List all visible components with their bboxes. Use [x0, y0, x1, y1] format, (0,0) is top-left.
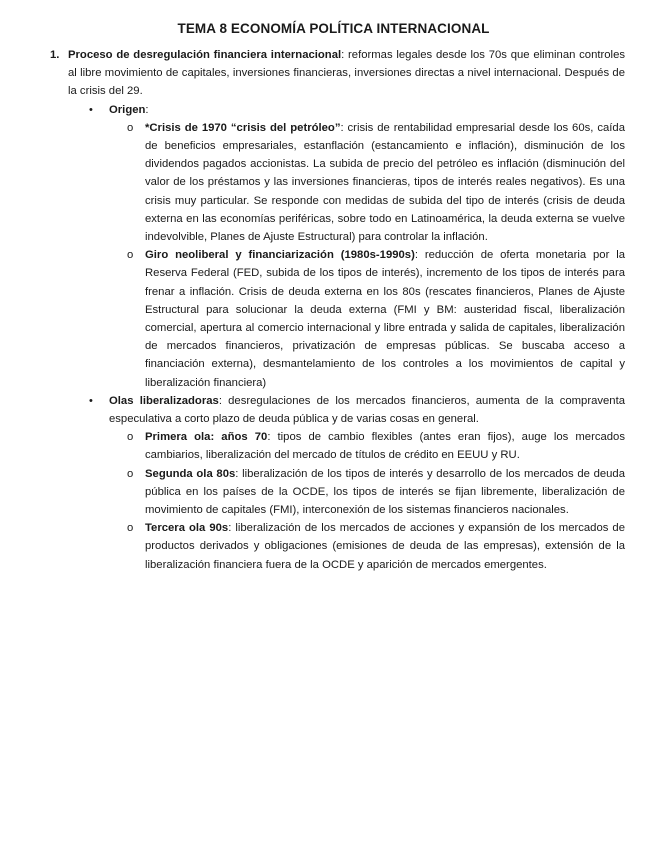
sub-marker: o — [127, 249, 134, 262]
sub-text: : tipos de cambio flexibles (antes eran fijos), auge los mercados cambiarios, liberalización del mercado de títulos de crédito en EEUU y RU. — [145, 431, 625, 462]
sub-heading: *Crisis de 1970 “crisis del petróleo” — [145, 121, 341, 134]
sub-marker: o — [127, 467, 134, 480]
sub-heading: Tercera ola 90s — [145, 522, 229, 535]
sub-item — [50, 519, 625, 574]
bullet-label: Olas liberalizadoras — [109, 394, 219, 407]
sub-marker: o — [127, 121, 134, 134]
sub-item — [50, 428, 625, 464]
sub-text: : liberalización de los tipos de interés y desarrollo de los mercados de deuda pública en los países de la OCDE, los tipos de interés se fijan libremente, liberalización de movimiento de capitales (FMI), interconexión de los sistemas financieros nacionales. — [145, 467, 625, 517]
section-number: 1. — [50, 49, 60, 61]
sub-item — [50, 246, 625, 392]
bullet-marker: • — [89, 394, 93, 407]
sub-marker: o — [127, 431, 134, 444]
sub-text: : crisis de rentabilidad empresarial desde los 60s, caída de beneficios empresariales, estanflación (estancamiento e inflación), disminución de los dividendos pagados accionistas. La subida de precio del petróleo es inflación (disminución del valor de los préstamos y las inversiones financieras, tipos de interés reales negativos). Es una crisis muy particular. Se responde con medidas de subida del tipo de interés (crisis de deuda externa en las economías periféricas, sobre todo en Latinoamérica, la deuda externa se vuelve indevolvible, Planes de Ajuste Estructural) para controlar la inflación. — [145, 121, 625, 244]
bullet-label: Origen — [109, 103, 146, 116]
sub-item — [50, 465, 625, 520]
section-1 — [50, 46, 625, 101]
sub-marker: o — [127, 522, 134, 535]
sub-text: : liberalización de los mercados de acciones y expansión de los mercados de productos derivados y obligaciones (emisiones de deuda de las empresas), extensión de la liberalización financiera fuera de la OCDE y aparición de mercados emergentes. — [145, 522, 625, 571]
section-heading: Proceso de desregulación financiera internacional — [68, 49, 342, 61]
bullet-text: : desregulaciones de los mercados financieros, aumenta de la compraventa especulativa a corto plazo de deuda pública y de varias cosas en general. — [109, 394, 625, 426]
sub-heading: Segunda ola 80s — [145, 467, 236, 480]
sub-text: : reducción de oferta monetaria por la Reserva Federal (FED, subida de los tipos de interés), incremento de los tipos de interés para frenar a inflación. Crisis de deuda externa en los 80s (rescates financieros, Planes de Ajuste Estructural para solucionar la deuda externa (FMI y BM: austeridad fiscal, liberalización comercial, apertura al comercio internacional y libre entrada y salida de capitales, liberalización de mercados financieros, privatización de empresas públicas. Se buscaba acceso a financiación externa), desmantelamiento de los controles a los movimientos de capital y liberalización financiera) — [145, 249, 625, 389]
sub-heading: Giro neoliberal y financiarización (1980s-1990s) — [145, 249, 415, 262]
bullet-text: : — [145, 103, 149, 116]
bullet-olas — [50, 392, 625, 428]
page-title: TEMA 8 ECONOMÍA POLÍTICA INTERNACIONAL — [177, 21, 490, 36]
bullet-marker: • — [89, 103, 93, 116]
bullet-origen — [50, 101, 625, 119]
section-text: : reformas legales desde los 70s que eliminan controles al libre movimiento de capitales, inversiones financieras, inversiones directas a nivel internacional. Después de la crisis del 29. — [68, 49, 625, 98]
sub-heading: Primera ola: años 70 — [145, 431, 268, 444]
sub-item — [50, 119, 625, 246]
section-1-paragraph — [68, 46, 625, 101]
